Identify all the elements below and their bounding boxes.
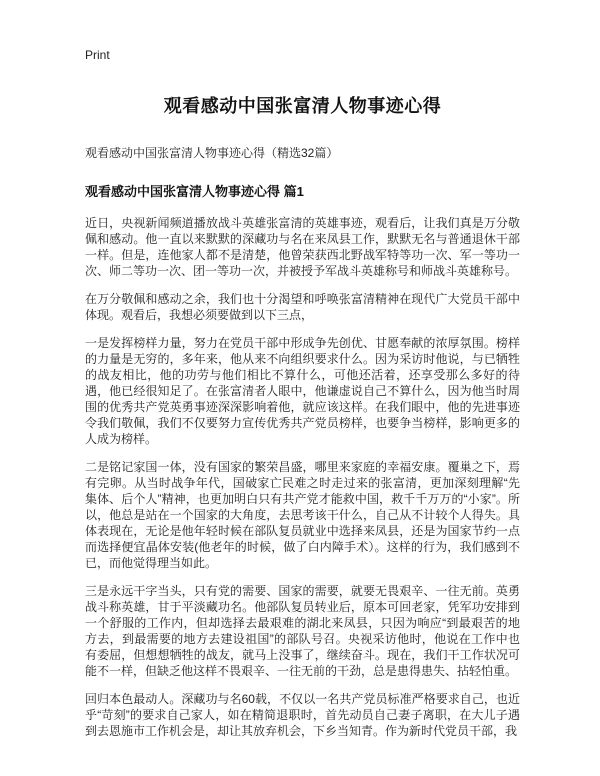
paragraph-4: 二是铭记家国一体，没有国家的繁荣昌盛，哪里来家庭的幸福安康。覆巢之下，焉有完卵。从当时战争年代，国破家亡民难之时走过来的张富清，更加深刻理解“先集体、后个人”精神，也更加明白只有共产党才能救中国，救千千万万的“小家”。所以，他总是站在一个国家的大角度，去思考该干什么，自己从不计较个人得失。具体表现在，无论是他年轻时候在部队复员就业中选择来凤县，还是为国家节约一点而选择便宜晶体安装(他老年的时候，做了白内障手术）。这样的行为，我们感到不已，而他觉得理当如此。 — [85, 460, 520, 570]
subtitle: 观看感动中国张富清人物事迹心得（精选32篇） — [85, 146, 339, 160]
paragraph-3: 一是发挥榜样力量，努力在党员干部中形成争先创优、甘愿奉献的浓厚氛围。榜样的力量是无穷的，多年来，他从来不向组织要求什么。因为采访时他说，与已牺牲的战友相比，他的功劳与他们相比不算什么，可他还活着，还享受那么多好的待遇，他已经很知足了。在张富清者人眼中，他谦虚说自己不算什么，因为他当时周围的优秀共产党英勇事迹深深影响着他，就应该这样。在我们眼中，他的先进事迹令我们敬佩，我们不仅要努力宣传优秀共产党员榜样，也要争当榜样，影响更多的人成为榜样。 — [85, 336, 520, 446]
section-heading: 观看感动中国张富清人物事迹心得 篇1 — [85, 184, 304, 199]
paragraph-2: 在万分敬佩和感动之余，我们也十分渴望和呼唤张富清精神在现代广大党员干部中体现。观看后，我想必须要做到以下三点， — [85, 292, 520, 322]
paragraph-5: 三是永远干字当头，只有党的需要、国家的需要，就要无畏艰辛、一往无前。英勇战斗称英雄，甘于平淡藏功名。他部队复员转业后，原本可回老家，凭军功安排到一个舒服的工作内，但却选择去最艰难的湖北来凤县，只因为响应“到最艰苦的地方去，到最需要的地方去建设祖国”的部队号召。央视采访他时，他说在工作中也有委屈，但想想牺牲的战友，就马上没事了，继续奋斗。现在，我们干工作状况可能不一样，但缺乏他这样不畏艰辛、一往无前的干劲，总是患得患失、拈轻怕重。 — [85, 584, 520, 678]
page-title: 观看感动中国张富清人物事迹心得 — [163, 96, 442, 116]
paragraph-1: 近日，央视新闻频道播放战斗英雄张富清的英雄事迹，观看后，让我们真是万分敬佩和感动。他一直以来默默的深藏功与名在来凤县工作，默默无名与普通退休干部一样。但是，连他家人都不是清楚，他曾荣获西北野战军特等功一次、军一等功一次、师二等功一次、团一等功一次，并被授予军战斗英雄称号和师战斗英雄称号。 — [85, 216, 520, 278]
paragraph-6: 回归本色最动人。深藏功与名60载，不仅以一名共产党员标准严格要求自己，也近乎“苛刻”的要求自己家人，如在精简退职时，首先动员自己妻子离职，在大儿子遇到去恩施市工作机会是，却让其放弃机会，下乡当知青。作为新时代党员干部，我 — [85, 692, 520, 738]
print-button[interactable]: Print — [85, 48, 110, 62]
